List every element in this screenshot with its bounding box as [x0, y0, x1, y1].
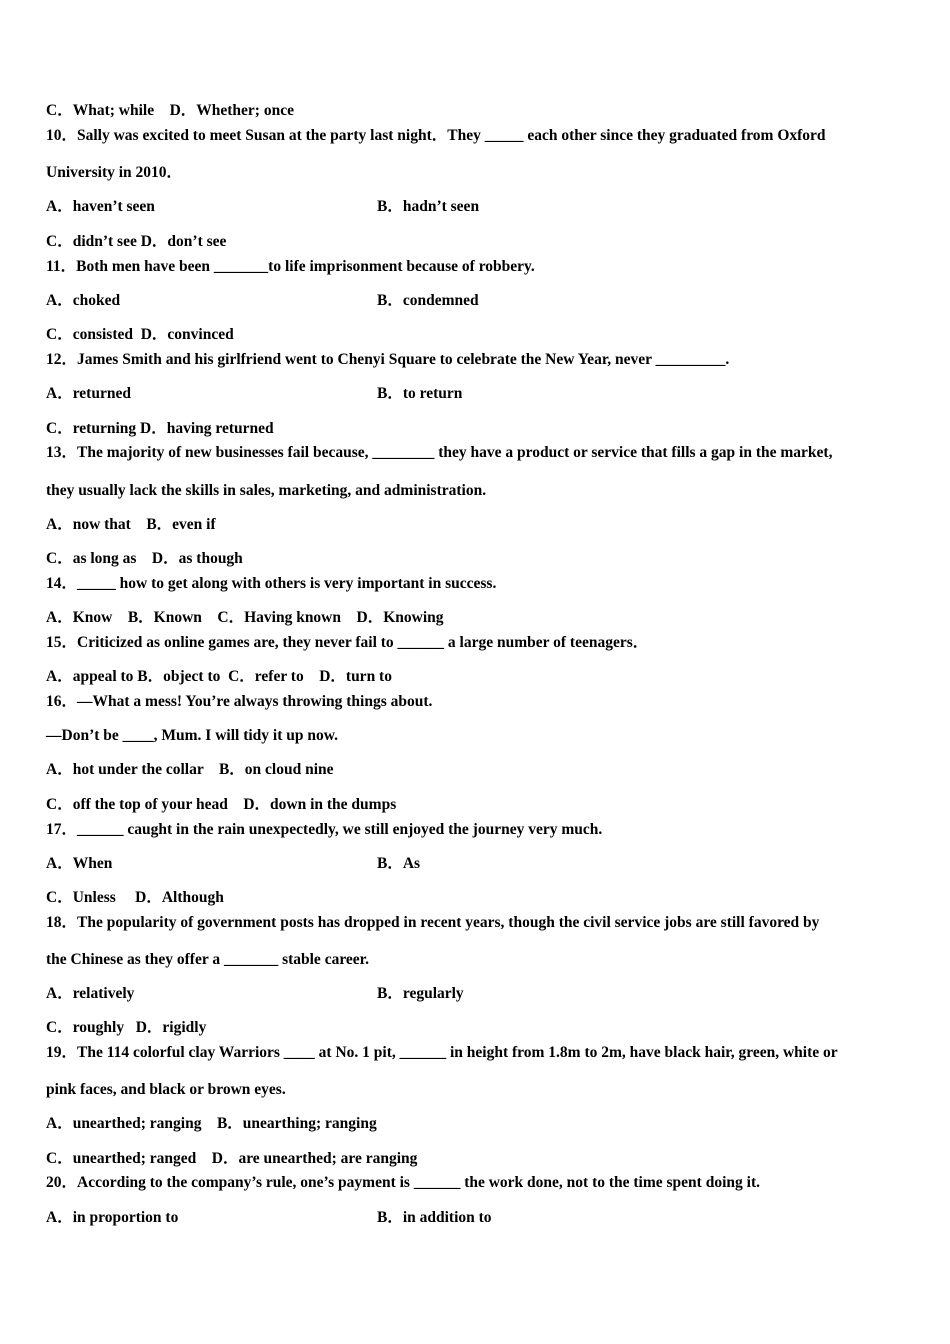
q18-stem-line1: 18．The popularity of government posts has dropped in recent years, though the civil service jobs are still favored by [46, 914, 820, 931]
q18-options-cd: C．roughly D．rigidly [46, 1019, 207, 1036]
q18-option-b: B．regularly [377, 985, 464, 1002]
q10-stem-line1: 10．Sally was excited to meet Susan at the party last night．They _____ each other since they graduated from Oxford [46, 127, 826, 144]
q19-stem-line1: 19．The 114 colorful clay Warriors ____ at No. 1 pit, ______ in height from 1.8m to 2m, have black hair, green, white or [46, 1044, 838, 1061]
q19-options-ab: A．unearthed; ranging B．unearthing; ranging [46, 1115, 377, 1132]
q16-options-ab: A．hot under the collar B．on cloud nine [46, 761, 334, 778]
q16-stem-line2: —Don’t be ____, Mum. I will tidy it up now. [46, 727, 338, 744]
q12-options-cd: C．returning D．having returned [46, 420, 274, 437]
q17-stem: 17．______ caught in the rain unexpectedly, we still enjoyed the journey very much. [46, 821, 603, 838]
q13-stem-line2: they usually lack the skills in sales, marketing, and administration. [46, 482, 487, 499]
q11-stem: 11．Both men have been _______to life imprisonment because of robbery. [46, 258, 535, 275]
q19-options-cd: C．unearthed; ranged D．are unearthed; are ranging [46, 1150, 418, 1167]
q15-options: A．appeal to B．object to C．refer to D．turn to [46, 668, 392, 685]
q14-options: A．Know B．Known C．Having known D．Knowing [46, 609, 444, 626]
q13-options-ab: A．now that B．even if [46, 516, 216, 533]
q13-stem-line1: 13．The majority of new businesses fail because, ________ they have a product or service that fills a gap in the market, [46, 444, 833, 461]
q9-options-cd: C．What; while D．Whether; once [46, 102, 294, 119]
q10-option-b: B．hadn’t seen [377, 198, 480, 215]
q17-option-a: A．When [46, 855, 113, 872]
q11-option-b: B．condemned [377, 292, 479, 309]
q20-option-a: A．in proportion to [46, 1209, 179, 1226]
q19-stem-line2: pink faces, and black or brown eyes. [46, 1081, 286, 1098]
q15-stem: 15．Criticized as online games are, they never fail to ______ a large number of teenagers． [46, 634, 649, 651]
q13-options-cd: C．as long as D．as though [46, 550, 243, 567]
q11-options-cd: C．consisted D．convinced [46, 326, 234, 343]
q17-options-cd: C．Unless D．Although [46, 889, 224, 906]
q20-stem: 20．According to the company’s rule, one’s payment is ______ the work done, not to the time spent doing it. [46, 1174, 760, 1191]
q10-options-cd: C．didn’t see D．don’t see [46, 233, 227, 250]
q20-option-b: B．in addition to [377, 1209, 492, 1226]
q10-option-a: A．haven’t seen [46, 198, 155, 215]
q14-stem: 14．_____ how to get along with others is very important in success. [46, 575, 497, 592]
q17-option-b: B．As [377, 855, 421, 872]
q16-stem-line1: 16．—What a mess! You’re always throwing things about. [46, 693, 433, 710]
q10-stem-line2: University in 2010． [46, 164, 183, 181]
q11-option-a: A．choked [46, 292, 121, 309]
q12-stem: 12．James Smith and his girlfriend went to Chenyi Square to celebrate the New Year, never _________. [46, 351, 730, 368]
q18-stem-line2: the Chinese as they offer a _______ stable career. [46, 951, 370, 968]
q18-option-a: A．relatively [46, 985, 135, 1002]
q16-options-cd: C．off the top of your head D．down in the dumps [46, 796, 397, 813]
q12-option-b: B．to return [377, 385, 463, 402]
q12-option-a: A．returned [46, 385, 131, 402]
